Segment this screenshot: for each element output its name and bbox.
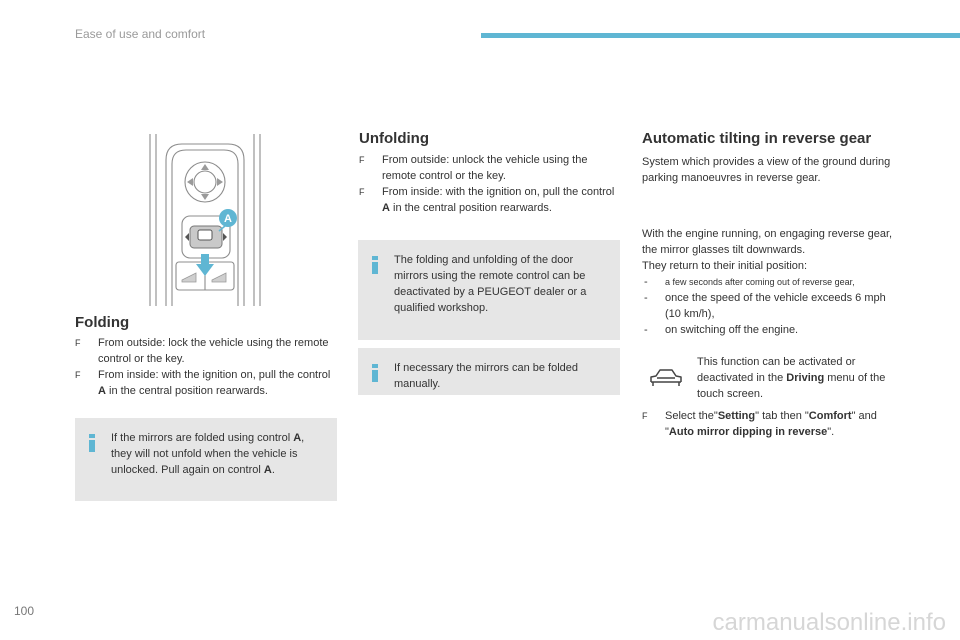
info-icon bbox=[372, 256, 378, 274]
list-item bbox=[75, 335, 337, 367]
note-text: , they will not unfold when the vehicle is unlocked. Pull again on control bbox=[111, 432, 305, 476]
info-icon bbox=[89, 434, 95, 452]
note-text: . bbox=[271, 464, 275, 476]
folding-steps bbox=[75, 335, 337, 399]
list-item bbox=[642, 322, 904, 338]
list-item bbox=[75, 367, 337, 399]
step-text: in the central position rearwards. bbox=[389, 202, 552, 214]
list-item bbox=[642, 408, 904, 440]
bullet-marker: F bbox=[359, 155, 365, 165]
callout-letter: A bbox=[224, 213, 232, 225]
watermark: carmanualsonline.info bbox=[712, 609, 946, 636]
info-icon bbox=[372, 364, 378, 382]
tilting-return-text: They return to their initial position: bbox=[642, 260, 808, 272]
driving-menu-label: Driving bbox=[786, 372, 825, 384]
tilting-title: Automatic tilting in reverse gear bbox=[642, 130, 872, 147]
condition-text: on switching off the engine. bbox=[665, 324, 799, 336]
bullet-marker: - bbox=[644, 292, 648, 304]
header-accent-bar bbox=[481, 33, 960, 38]
bullet-marker: - bbox=[644, 324, 648, 336]
page-number: 100 bbox=[14, 604, 35, 618]
select-text: Select the" bbox=[665, 410, 718, 422]
bullet-marker: - bbox=[644, 276, 648, 288]
unfolding-steps bbox=[359, 152, 621, 216]
car-icon bbox=[648, 366, 684, 390]
list-item bbox=[359, 152, 621, 184]
unfolding-dealer-note bbox=[358, 240, 620, 340]
list-item bbox=[642, 290, 904, 322]
control-label: A bbox=[293, 432, 302, 444]
setting-tab-label: Setting bbox=[717, 410, 756, 422]
auto-mirror-dipping-label: Auto mirror dipping in reverse bbox=[668, 426, 828, 438]
step-text: From inside: with the ignition on, pull the control bbox=[98, 369, 331, 381]
note-text: If the mirrors are folded using control bbox=[111, 432, 294, 444]
select-text: " tab then " bbox=[755, 410, 809, 422]
touch-screen-note bbox=[697, 354, 897, 402]
comfort-label: Comfort bbox=[808, 410, 852, 422]
bullet-marker: F bbox=[75, 370, 81, 380]
bullet-marker: F bbox=[642, 411, 648, 421]
folding-title: Folding bbox=[75, 314, 130, 331]
touch-text: This function can be activated or deactivated in the bbox=[697, 356, 856, 384]
tilting-conditions bbox=[642, 274, 904, 338]
step-text: From inside: with the ignition on, pull the control bbox=[382, 186, 615, 198]
step-text: in the central position rearwards. bbox=[105, 385, 268, 397]
mirror-control-illustration bbox=[140, 130, 270, 308]
condition-text: a few seconds after coming out of reverse gear, bbox=[665, 277, 855, 287]
select-text: ". bbox=[827, 426, 835, 438]
select-text: " and " bbox=[665, 410, 877, 438]
unfolding-manual-note bbox=[358, 348, 620, 395]
note-text: The folding and unfolding of the door mirrors using the remote control can be deactivated by a PEUGEOT dealer or a qualified workshop. bbox=[394, 254, 587, 314]
list-item bbox=[642, 274, 904, 290]
tilting-select-step bbox=[642, 408, 904, 440]
bullet-marker: F bbox=[359, 187, 365, 197]
control-label: A bbox=[98, 385, 106, 397]
tilting-description: With the engine running, on engaging reverse gear, the mirror glasses tilt downwards. bbox=[642, 228, 893, 256]
note-text: If necessary the mirrors can be folded manually. bbox=[394, 362, 579, 390]
list-item bbox=[359, 184, 621, 216]
control-label: A bbox=[382, 202, 390, 214]
folding-note bbox=[75, 418, 337, 501]
bullet-marker: F bbox=[75, 338, 81, 348]
section-header: Ease of use and comfort bbox=[75, 27, 206, 41]
unfolding-title: Unfolding bbox=[359, 130, 429, 147]
control-label: A bbox=[263, 464, 272, 476]
step-text: From outside: lock the vehicle using the remote control or the key. bbox=[98, 337, 329, 365]
condition-text: once the speed of the vehicle exceeds 6 mph (10 km/h), bbox=[665, 292, 886, 320]
step-text: From outside: unlock the vehicle using the remote control or the key. bbox=[382, 154, 588, 182]
tilting-intro: System which provides a view of the ground during parking manoeuvres in reverse gear. bbox=[642, 156, 891, 184]
touch-text: menu of the touch screen. bbox=[697, 372, 886, 400]
